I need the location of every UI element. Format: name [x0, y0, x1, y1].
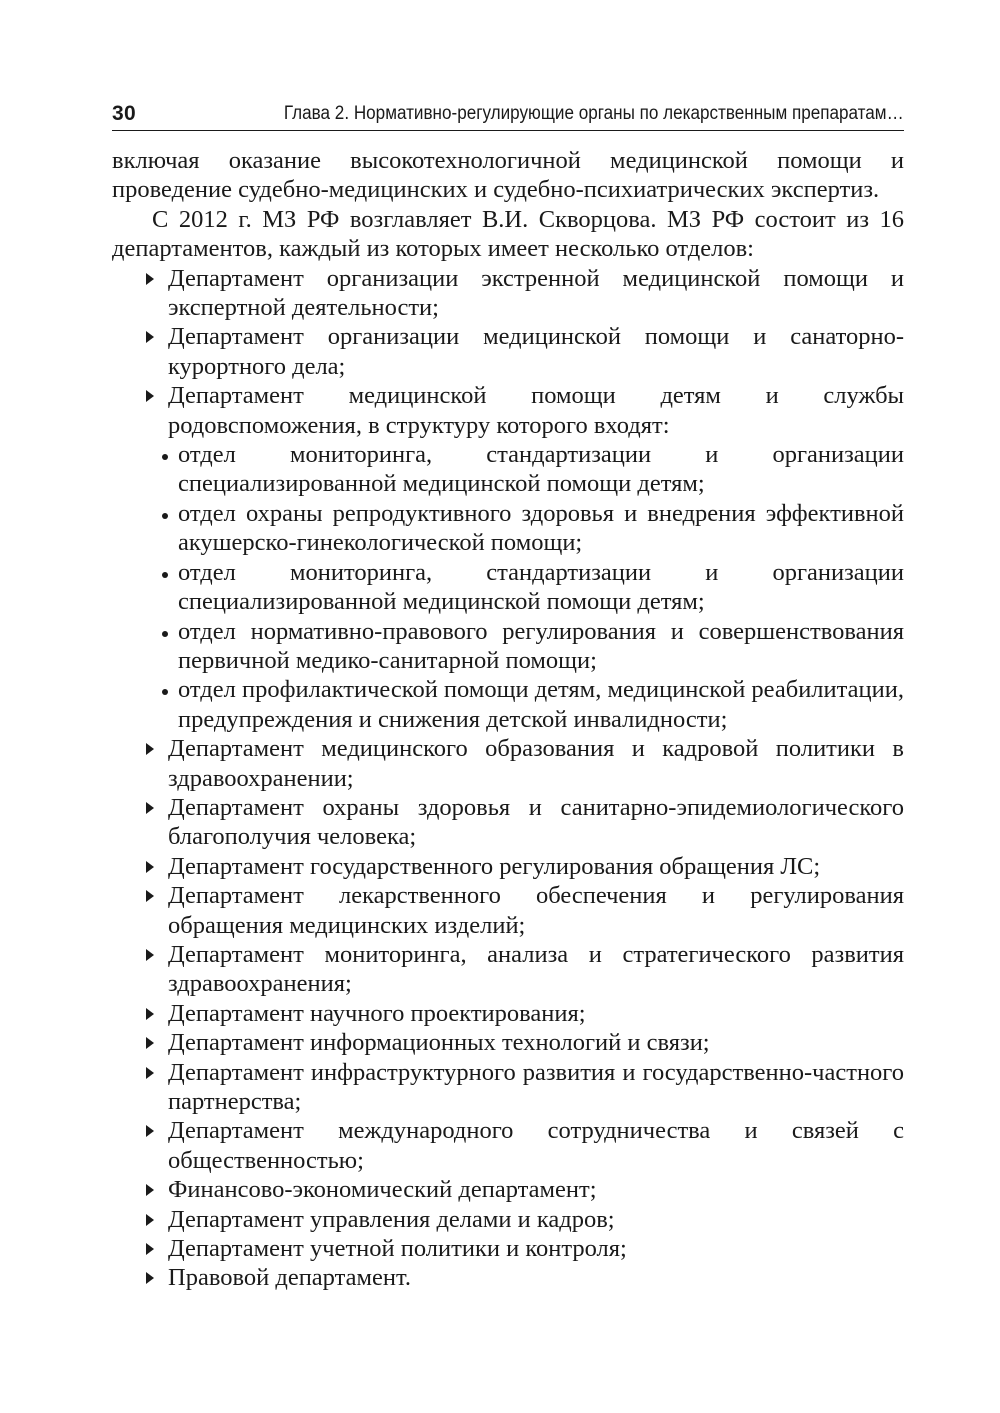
list-item [112, 1205, 904, 1234]
dot-bullet-icon [162, 454, 168, 460]
list-item [112, 734, 904, 793]
department-name: Департамент инфраструктурного развития и государственно-частного партнерства; [168, 1058, 904, 1115]
department-name: Департамент государственного регулирования обращения ЛС; [168, 852, 821, 880]
department-name: Департамент управления делами и кадров; [168, 1205, 615, 1233]
department-name: Департамент организации медицинской помощи и санаторно-курортного дела; [168, 323, 904, 380]
triangle-bullet-icon [146, 390, 154, 402]
page-number: 30 [112, 102, 136, 125]
department-name: Департамент медицинской помощи детям и службы родовспоможения, в структуру которого входят: [168, 382, 904, 439]
department-name: Финансово-экономический департамент; [168, 1176, 597, 1204]
departments-list [112, 264, 904, 1293]
sub-list-item [160, 558, 904, 617]
triangle-bullet-icon [146, 1067, 154, 1079]
sub-department-name: отдел охраны репродуктивного здоровья и внедрения эффективной акушерско-гинекологической помощи; [178, 499, 904, 557]
department-name: Департамент информационных технологий и связи; [168, 1029, 710, 1057]
triangle-bullet-icon [146, 890, 154, 902]
department-name: Департамент организации экстренной медицинской помощи и экспертной деятельности; [168, 264, 904, 322]
list-item [112, 1234, 904, 1263]
list-item [112, 322, 904, 381]
department-name: Департамент лекарственного обеспечения и регулирования обращения медицинских изделий; [168, 882, 904, 939]
dot-bullet-icon [162, 631, 168, 637]
list-item [112, 940, 904, 999]
triangle-bullet-icon [146, 1125, 154, 1137]
list-item [112, 264, 904, 323]
triangle-bullet-icon [146, 1214, 154, 1226]
department-name: Департамент охраны здоровья и санитарно-эпидемиологического благополучия человека; [168, 793, 904, 851]
sub-departments-list [160, 440, 904, 734]
dot-bullet-icon [162, 572, 168, 578]
triangle-bullet-icon [146, 861, 154, 873]
triangle-bullet-icon [146, 273, 154, 285]
paragraph-ministry-structure: С 2012 г. МЗ РФ возглавляет В.И. Скворцова. МЗ РФ состоит из 16 департаментов, каждый из которых имеет несколько отделов: [112, 205, 904, 263]
sub-list-item [160, 499, 904, 558]
list-item [112, 1028, 904, 1057]
list-item [112, 793, 904, 852]
sub-list-item [160, 440, 904, 499]
list-item [112, 852, 904, 881]
list-item [112, 999, 904, 1028]
triangle-bullet-icon [146, 1243, 154, 1255]
chapter-running-title: Глава 2. Нормативно-регулирующие органы по лекарственным препаратам… [284, 103, 904, 124]
department-name: Департамент научного проектирования; [168, 999, 586, 1027]
list-item [112, 1116, 904, 1175]
triangle-bullet-icon [146, 1008, 154, 1020]
sub-department-name: отдел мониторинга, стандартизации и организации специализированной медицинской помощи детям; [178, 558, 904, 616]
list-item [112, 1175, 904, 1204]
department-name: Департамент мониторинга, анализа и стратегического развития здравоохранения; [168, 940, 904, 998]
triangle-bullet-icon [146, 949, 154, 961]
sub-list-item [160, 675, 904, 734]
sub-department-name: отдел профилактической помощи детям, медицинской реабилитации, предупреждения и снижения детской инвалидности; [178, 676, 904, 733]
list-item [112, 881, 904, 940]
list-item [112, 1058, 904, 1117]
list-item [112, 1263, 904, 1292]
department-name: Департамент медицинского образования и кадровой политики в здравоохранении; [168, 735, 904, 792]
paragraph-continuation: включая оказание высокотехнологичной медицинской помощи и проведение судебно-медицинских и судебно-психиатрических экспертиз. [112, 147, 904, 204]
page-body [112, 146, 904, 1293]
triangle-bullet-icon [146, 331, 154, 343]
sub-department-name: отдел мониторинга, стандартизации и организации специализированной медицинской помощи детям; [178, 441, 904, 498]
running-header [112, 96, 904, 131]
triangle-bullet-icon [146, 802, 154, 814]
list-item [112, 381, 904, 734]
sub-list-item [160, 617, 904, 676]
sub-department-name: отдел нормативно-правового регулирования и совершенствования первичной медико-санитарной помощи; [178, 617, 904, 674]
triangle-bullet-icon [146, 1272, 154, 1284]
triangle-bullet-icon [146, 1037, 154, 1049]
department-name: Департамент международного сотрудничества и связей с общественностью; [168, 1117, 904, 1174]
dot-bullet-icon [162, 689, 168, 695]
department-name: Правовой департамент. [168, 1264, 411, 1292]
dot-bullet-icon [162, 513, 168, 519]
department-name: Департамент учетной политики и контроля; [168, 1235, 627, 1263]
triangle-bullet-icon [146, 1184, 154, 1196]
triangle-bullet-icon [146, 743, 154, 755]
